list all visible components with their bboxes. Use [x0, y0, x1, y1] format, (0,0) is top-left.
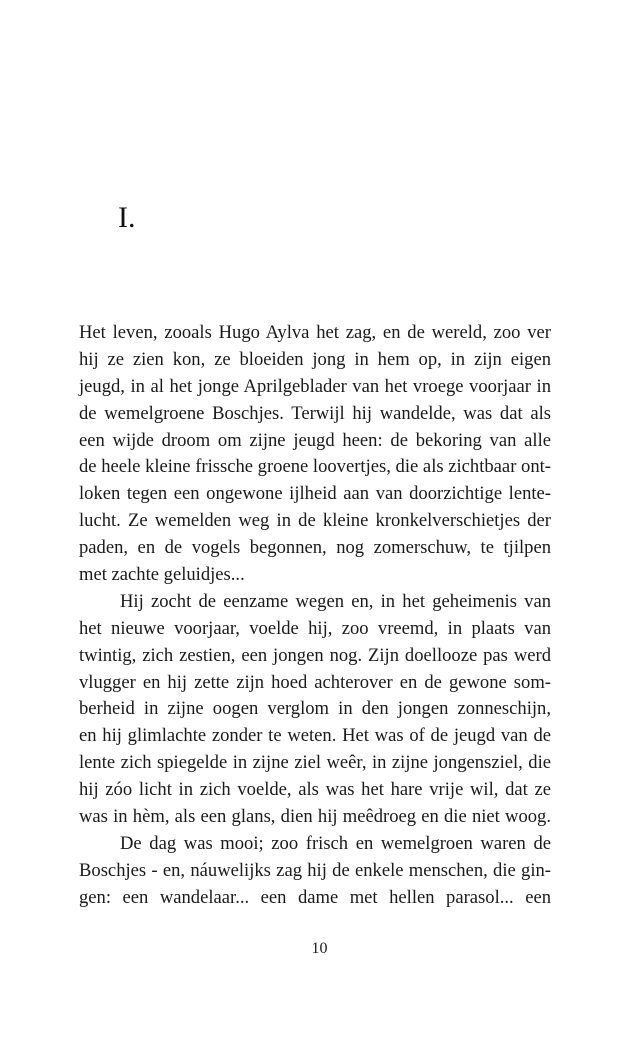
text-line: paden, en de vogels begonnen, nog zomerschuw, te tjilpen [79, 537, 551, 559]
text-line: Hij zocht de eenzame wegen en, in het geheimenis van [120, 590, 551, 612]
text-line: hij zóo licht in zich voelde, als was het hare vrije wil, dat ze [79, 779, 551, 801]
text-line: gen: een wandelaar... een dame met hellen parasol... een [79, 886, 551, 908]
text-line: berheid in zijne oogen verglom in den jongen zonneschijn, [79, 698, 551, 720]
text-line: met zachte geluidjes... [79, 564, 245, 586]
text-line: De dag was mooi; zoo frisch en wemelgroen waren de [120, 832, 551, 854]
text-line: twintig, zich zestien, een jongen nog. Zijn doellooze pas werd [79, 644, 551, 666]
text-line: de wemelgroene Boschjes. Terwijl hij wandelde, was dat als [79, 402, 551, 424]
text-line: de heele kleine frissche groene loovertjes, die als zichtbaar ont- [79, 456, 551, 478]
text-line: lucht. Ze wemelden weg in de kleine kronkelverschietjes der [79, 510, 551, 532]
chapter-heading: I. [118, 201, 136, 234]
text-line: lente zich spiegelde in zijne ziel weêr, in zijne jongensziel, die [79, 752, 551, 774]
text-line: een wijde droom om zijne jeugd heen: de bekoring van alle [79, 429, 551, 451]
page-number: 10 [311, 940, 328, 957]
text-line: loken tegen een ongewone ijlheid aan van doorzichtige lente- [79, 483, 551, 505]
text-line: hij ze zien kon, ze bloeiden jong in hem op, in zijn eigen [79, 348, 551, 370]
text-line: was in hèm, als een glans, dien hij meêdroeg en die niet woog. [79, 806, 551, 828]
text-line: en hij glimlachte zonder te weten. Het was of de jeugd van de [79, 725, 551, 747]
text-line: vlugger en hij zette zijn hoed achterover en de gewone som- [79, 671, 551, 693]
text-line: Het leven, zooals Hugo Aylva het zag, en de wereld, zoo ver [79, 322, 551, 343]
text-line: het nieuwe voorjaar, voelde hij, zoo vreemd, in plaats van [79, 617, 551, 639]
text-line: Boschjes - en, náuwelijks zag hij de enkele menschen, die gin- [79, 859, 551, 881]
body-text [79, 320, 551, 912]
text-line: jeugd, in al het jonge Aprilgeblader van het vroege voorjaar in [79, 375, 551, 397]
